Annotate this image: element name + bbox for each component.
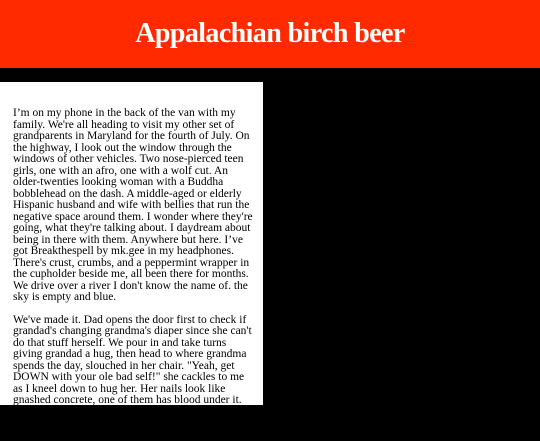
post-paragraph-1: I’m on my phone in the back of the van with my family. We're all heading to visit my other set of grandparents in Maryland for the fourth of July. On the highway, I look out the window through the windows of other vehicles. Two nose-pierced teen girls, one with an afro, one with a wolf cut. An older-twenties looking woman with a Buddha bobblehead on the dash. A middle-aged or elderly Hispanic husband and wife with bellies that run the negative space around them. I wonder where they're going, what they're talking about. I daydream about being in there with them. Anywhere but here. I’ve got Breakthespell by mk.gee in my headphones. There's crust, crumbs, and a peppermint wrapper in the cupholder beside me, all been there for months. We drive over a river I don't know the name of. the sky is empty and blue. (0, 108, 263, 304)
empty-side-panel (263, 82, 540, 405)
page-header (0, 0, 540, 68)
post-body (0, 82, 263, 405)
post-paragraph-2: We've made it. Dad opens the door first to check if grandad's changing grandma's diaper since she can't do that stuff herself. We pour in and take turns giving grandad a hug, then head to where grandma spends the day, slouched in her chair. "Yeah, get DOWN with your ole bad self!" she cackles to me as I kneel down to hug her. Her nails look like gnashed concrete, one of them has blood under it. Peter strikes up a conversation with grandad about Norse mythology and antisemitism accusations against Tolkien. I stumble off to the bathroom (0, 315, 263, 441)
page-title: Appalachian birch beer (135, 18, 404, 50)
